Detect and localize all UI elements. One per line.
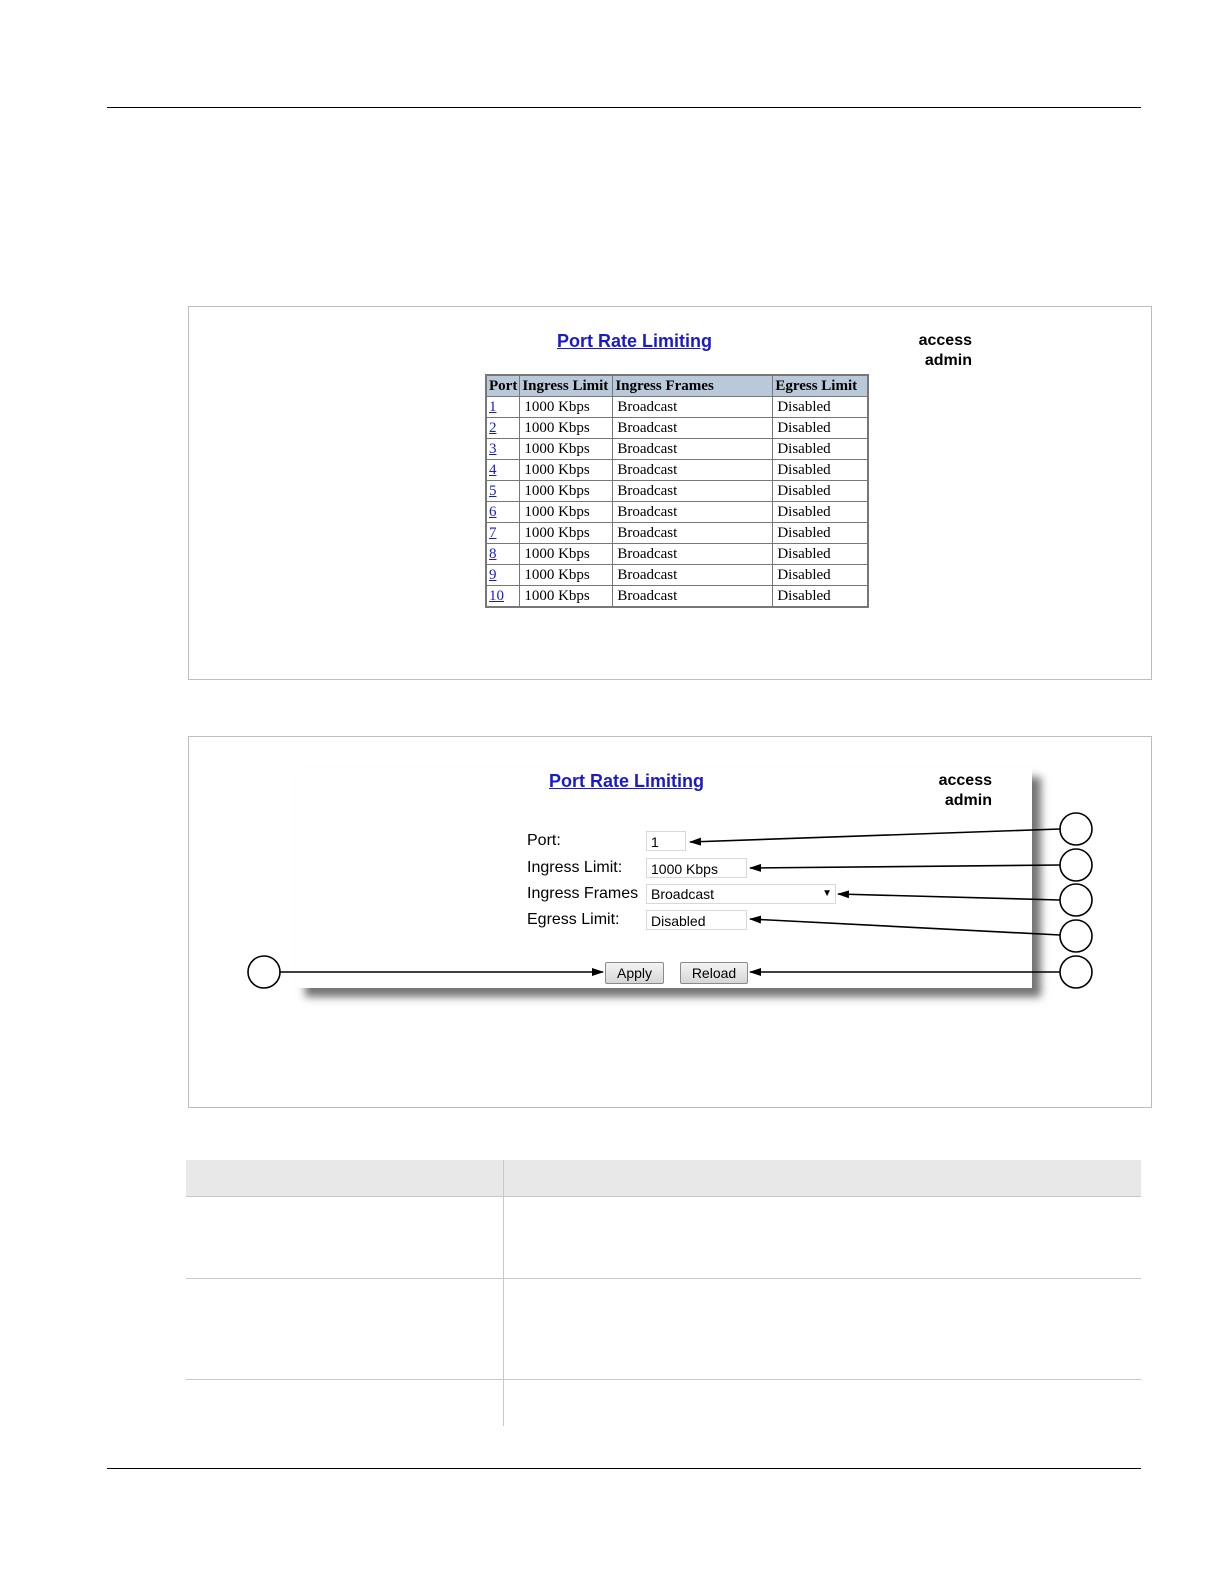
ingress-frames-cell: Broadcast [613, 502, 773, 523]
ingress-limit-cell: 1000 Kbps [520, 523, 613, 544]
col-port-header: Port [486, 375, 520, 397]
port-link[interactable]: 3 [489, 440, 497, 457]
parameter-row-separator [186, 1379, 1141, 1380]
egress-limit-cell: Disabled [773, 523, 869, 544]
ingress-frames-cell: Broadcast [613, 397, 773, 418]
ingress-frames-cell: Broadcast [613, 439, 773, 460]
egress-limit-cell: Disabled [773, 460, 869, 481]
ingress-frames-value: Broadcast [651, 886, 715, 902]
port-link[interactable]: 7 [489, 524, 497, 541]
ingress-frames-cell: Broadcast [613, 565, 773, 586]
ingress-frames-cell: Broadcast [613, 523, 773, 544]
port-link[interactable]: 2 [489, 419, 497, 436]
port-link[interactable]: 10 [489, 587, 504, 604]
callout-4 [750, 919, 1092, 952]
ingress-frames-cell: Broadcast [613, 460, 773, 481]
ingress-limit-field[interactable]: 1000 Kbps [646, 858, 747, 878]
callout-2 [750, 849, 1092, 881]
col-egress-limit-header: Egress Limit [773, 375, 869, 397]
egress-limit-cell: Disabled [773, 481, 869, 502]
reload-button[interactable]: Reload [680, 962, 748, 984]
ingress-limit-label: Ingress Limit: [527, 859, 623, 876]
ingress-frames-cell: Broadcast [613, 544, 773, 565]
egress-limit-cell: Disabled [773, 439, 869, 460]
ingress-limit-cell: 1000 Kbps [520, 586, 613, 608]
chevron-down-icon: ▼ [822, 888, 832, 899]
ingress-frames-cell: Broadcast [613, 586, 773, 608]
port-link[interactable]: 5 [489, 482, 497, 499]
access-user: admin [924, 352, 972, 369]
figure-2-title-link[interactable]: Port Rate Limiting [549, 771, 705, 791]
callout-1 [690, 813, 1092, 845]
port-link[interactable]: 4 [489, 461, 497, 478]
apply-button[interactable]: Apply [605, 962, 664, 984]
port-link[interactable]: 9 [489, 566, 497, 583]
ingress-frames-label: Ingress Frames [527, 885, 639, 902]
figure-1-title-link[interactable]: Port Rate Limiting [557, 331, 713, 351]
parameter-table-header [186, 1160, 1141, 1197]
port-link[interactable]: 1 [489, 398, 497, 415]
egress-limit-field[interactable]: Disabled [646, 910, 747, 930]
callout-3 [838, 884, 1092, 916]
ingress-limit-cell: 1000 Kbps [520, 481, 613, 502]
access-label: access [938, 772, 992, 789]
ingress-limit-cell: 1000 Kbps [520, 544, 613, 565]
parameter-row-separator [186, 1278, 1141, 1279]
ingress-frames-cell: Broadcast [613, 418, 773, 439]
ingress-limit-cell: 1000 Kbps [520, 397, 613, 418]
callout-6 [248, 956, 603, 988]
egress-limit-cell: Disabled [773, 397, 869, 418]
egress-limit-cell: Disabled [773, 502, 869, 523]
ingress-limit-cell: 1000 Kbps [520, 439, 613, 460]
port-label: Port: [527, 832, 561, 849]
egress-limit-cell: Disabled [773, 586, 869, 608]
port-link[interactable]: 6 [489, 503, 497, 520]
access-label: access [918, 332, 972, 349]
egress-limit-cell: Disabled [773, 418, 869, 439]
ingress-limit-cell: 1000 Kbps [520, 418, 613, 439]
parameter-table-divider [503, 1160, 504, 1426]
port-link[interactable]: 8 [489, 545, 497, 562]
parameter-table [186, 1160, 1141, 1426]
ingress-frames-cell: Broadcast [613, 481, 773, 502]
col-ingress-limit-header: Ingress Limit [520, 375, 613, 397]
ingress-limit-cell: 1000 Kbps [520, 460, 613, 481]
egress-limit-cell: Disabled [773, 565, 869, 586]
ingress-limit-cell: 1000 Kbps [520, 565, 613, 586]
callout-5 [750, 956, 1092, 988]
ingress-limit-cell: 1000 Kbps [520, 502, 613, 523]
access-user: admin [944, 792, 992, 809]
egress-limit-label: Egress Limit: [527, 911, 620, 928]
port-field[interactable]: 1 [646, 831, 686, 851]
col-ingress-frames-header: Ingress Frames [613, 375, 773, 397]
egress-limit-cell: Disabled [773, 544, 869, 565]
